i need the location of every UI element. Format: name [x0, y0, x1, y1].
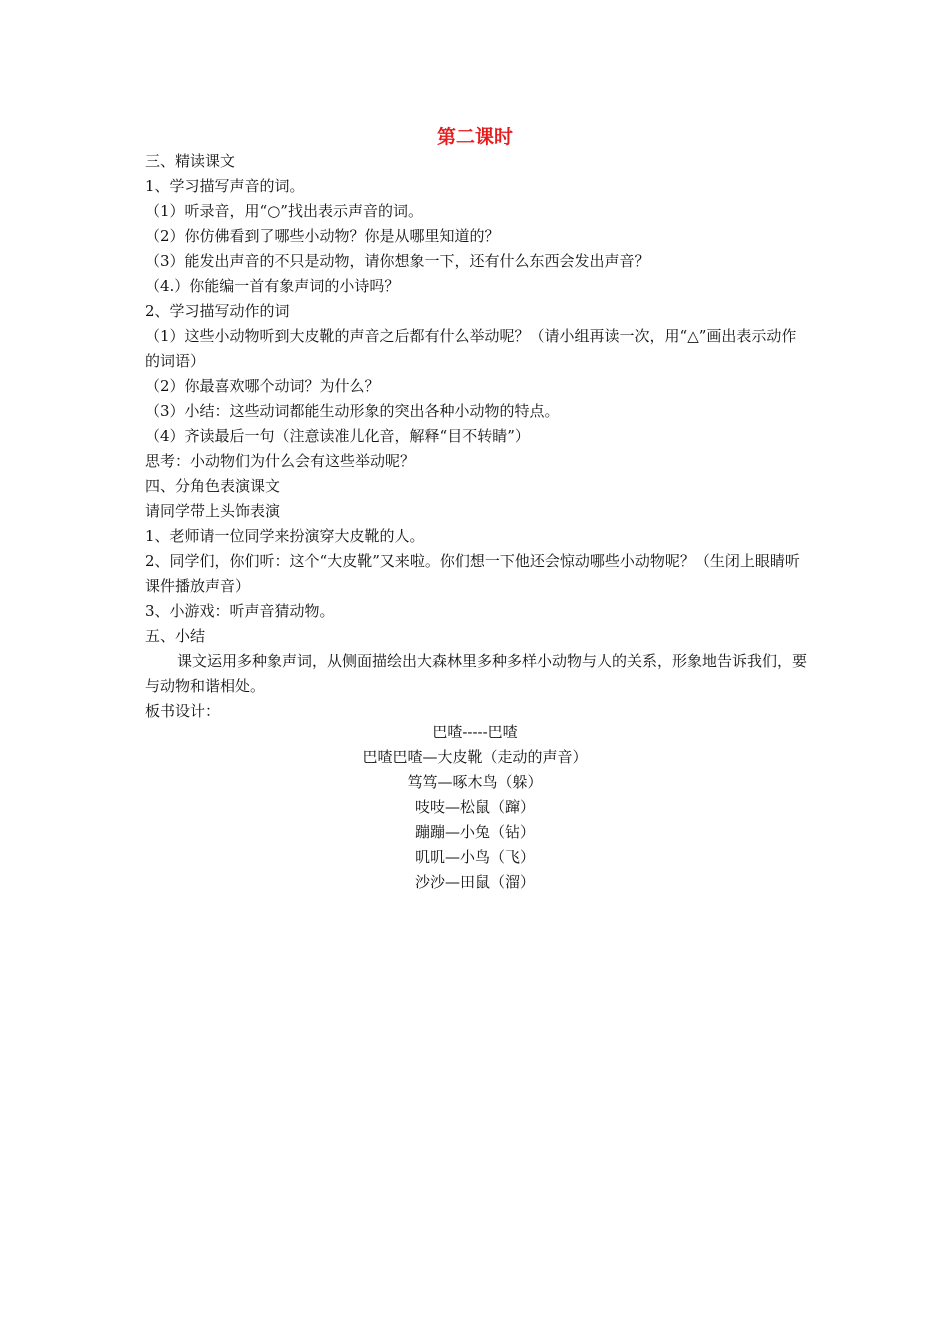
sound-words-item-3: （3）能发出声音的不只是动物，请你想象一下，还有什么东西会发出声音？ — [145, 252, 650, 270]
sound-words-item-1: （1）听录音，用“○”找出表示声音的词。 — [145, 202, 423, 220]
action-words-item-4: （4）齐读最后一句（注意读准儿化音，解释“目不转睛”） — [145, 427, 530, 445]
summary-paragraph: 课文运用多种象声词，从侧面描绘出大森林里多种多样小动物与人的关系，形象地告诉我们，要与动物和谐相处。 — [145, 652, 808, 695]
role-play-item-3: 3、小游戏：听声音猜动物。 — [145, 602, 335, 620]
section-heading-summary: 五、小结 — [145, 627, 206, 645]
board-line: 蹦蹦—小兔（钻） — [414, 823, 535, 841]
board-line: 吱吱—松鼠（蹿） — [414, 798, 535, 816]
lesson-body — [145, 149, 810, 724]
action-words-item-3: （3）小结：这些动词都能生动形象的突出各种小动物的特点。 — [145, 402, 560, 420]
sound-words-item-2: （2）你仿佛看到了哪些小动物？你是从哪里知道的？ — [145, 227, 500, 245]
board-line: 巴喳-----巴喳 — [432, 723, 518, 741]
board-design-label: 板书设计： — [145, 702, 221, 720]
role-play-item-1: 1、老师请一位同学来扮演穿大皮靴的人。 — [145, 527, 425, 545]
board-line: 笃笃—啄木鸟（躲） — [407, 773, 543, 791]
sound-words-item-4: （4.）你能编一首有象声词的小诗吗？ — [145, 277, 400, 295]
action-words-item-2: （2）你最喜欢哪个动词？为什么？ — [145, 377, 380, 395]
role-play-intro: 请同学带上头饰表演 — [145, 502, 281, 520]
think-question: 思考：小动物们为什么会有这些举动呢？ — [145, 452, 416, 470]
role-play-item-2: 2、同学们，你们听：这个“大皮靴”又来啦。你们想一下他还会惊动哪些小动物呢？（生闭上眼睛听课件播放声音） — [145, 552, 800, 595]
section-heading-role-play: 四、分角色表演课文 — [145, 477, 281, 495]
board-line: 巴喳巴喳—大皮靴（走动的声音） — [362, 748, 588, 766]
action-words-item-1: （1）这些小动物听到大皮靴的声音之后都有什么举动呢？（请小组再读一次，用“△”画出表示动作的词语） — [145, 327, 797, 370]
lesson-title: 第二课时 — [436, 126, 513, 148]
sound-words-heading: 1、学习描写声音的词。 — [145, 177, 305, 195]
action-words-heading: 2、学习描写动作的词 — [145, 302, 290, 320]
blackboard-design — [0, 720, 950, 895]
board-line: 叽叽—小鸟（飞） — [414, 848, 535, 866]
board-line: 沙沙—田鼠（溜） — [414, 873, 535, 891]
section-heading-close-reading: 三、精读课文 — [145, 152, 236, 170]
